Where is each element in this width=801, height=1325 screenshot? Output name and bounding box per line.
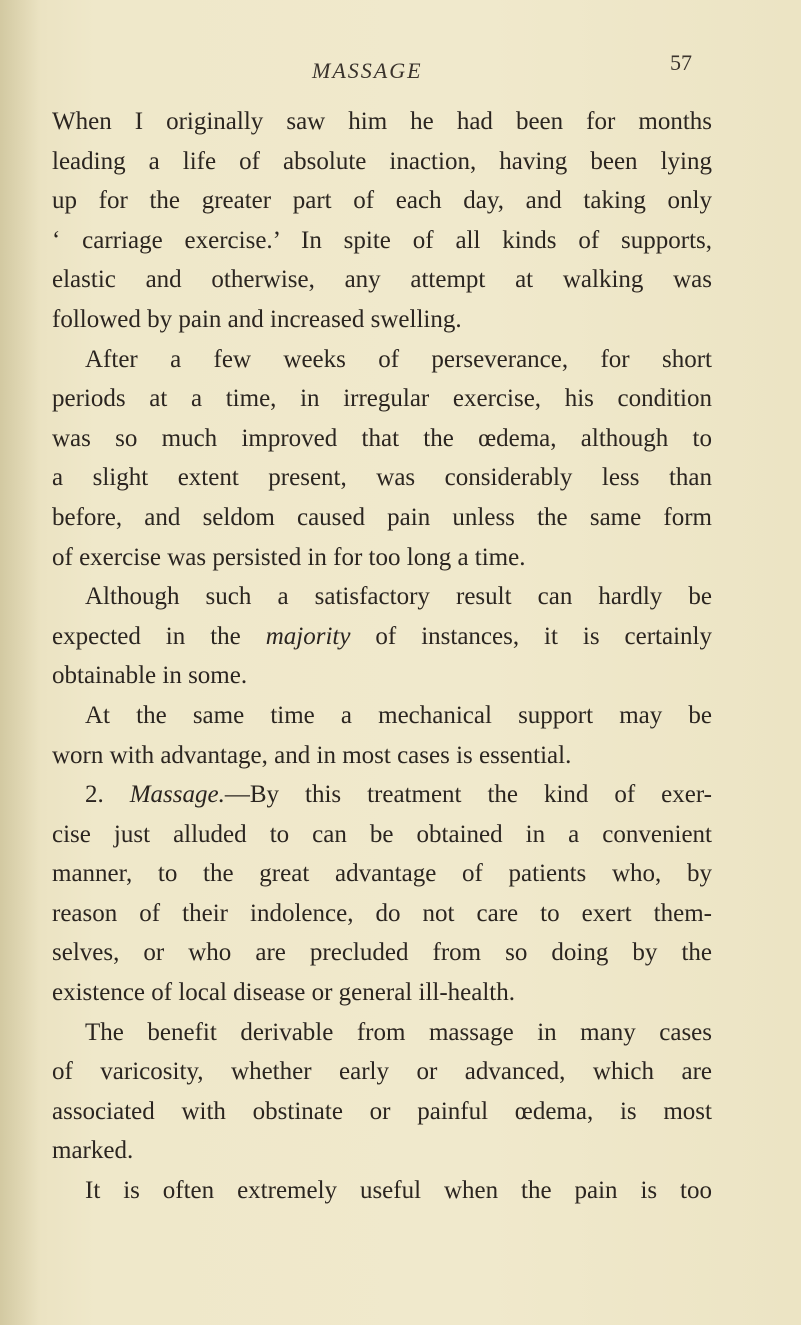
- text-line: of varicosity, whether early or advanced, which are: [52, 1058, 712, 1086]
- text-line: cise just alluded to can be obtained in a convenient: [52, 820, 712, 848]
- paragraph-2: [52, 340, 712, 578]
- text-segment: of instances, it is certainly: [350, 622, 712, 650]
- text-line: Although such a satisfactory result can hardly be: [85, 583, 712, 611]
- text-line: At the same time a mechanical support may be: [85, 701, 712, 729]
- paragraph-5: [52, 775, 712, 1013]
- section-heading: Massage.: [129, 781, 225, 809]
- text-line: The benefit derivable from massage in many cases: [85, 1018, 712, 1046]
- running-head: MASSAGE: [312, 58, 423, 83]
- paragraph-7: [52, 1171, 712, 1211]
- text-line: After a few weeks of perseverance, for short: [85, 345, 712, 373]
- text-line: leading a life of absolute inaction, having been lying: [52, 147, 712, 175]
- text-line: It is often extremely useful when the pain is too: [85, 1177, 712, 1205]
- text-line: obtainable in some.: [52, 662, 248, 690]
- text-line: When I originally saw him he had been for months: [52, 108, 712, 135]
- paragraph-1: [52, 102, 712, 340]
- page-number: 57: [670, 50, 692, 75]
- text-line: existence of local disease or general ill-health.: [52, 979, 515, 1007]
- italic-emphasis: majority: [265, 622, 351, 650]
- paragraph-3: [52, 577, 712, 696]
- section-number: 2.: [85, 781, 130, 809]
- text-segment: expected in the: [52, 622, 266, 650]
- text-line: a slight extent present, was considerably less than: [52, 464, 712, 492]
- text-line: worn with advantage, and in most cases is essential.: [52, 741, 572, 769]
- body-text: [52, 102, 712, 1211]
- text-line: [52, 775, 712, 815]
- text-line: ‘ carriage exercise.’ In spite of all kinds of supports,: [52, 226, 712, 254]
- text-line: of exercise was persisted in for too long a time.: [52, 543, 526, 571]
- text-segment: —By this treatment the kind of exer-: [224, 781, 712, 809]
- text-line: was so much improved that the œdema, although to: [52, 424, 712, 452]
- paragraph-6: [52, 1013, 712, 1171]
- text-line: manner, to the great advantage of patients who, by: [52, 860, 712, 888]
- spine-shadow: [0, 0, 40, 1325]
- text-line: elastic and otherwise, any attempt at walking was: [52, 266, 712, 294]
- text-line: associated with obstinate or painful œdema, is most: [52, 1097, 712, 1125]
- text-line: up for the greater part of each day, and taking only: [52, 187, 712, 215]
- text-line: [52, 617, 712, 657]
- text-line: periods at a time, in irregular exercise, his condition: [52, 385, 712, 413]
- text-line: before, and seldom caused pain unless the same form: [52, 503, 712, 531]
- text-line: selves, or who are precluded from so doing by the: [52, 939, 712, 967]
- paragraph-4: [52, 696, 712, 775]
- text-line: reason of their indolence, do not care to exert them-: [52, 899, 712, 927]
- text-line: marked.: [52, 1137, 134, 1165]
- text-line: followed by pain and increased swelling.: [52, 305, 462, 333]
